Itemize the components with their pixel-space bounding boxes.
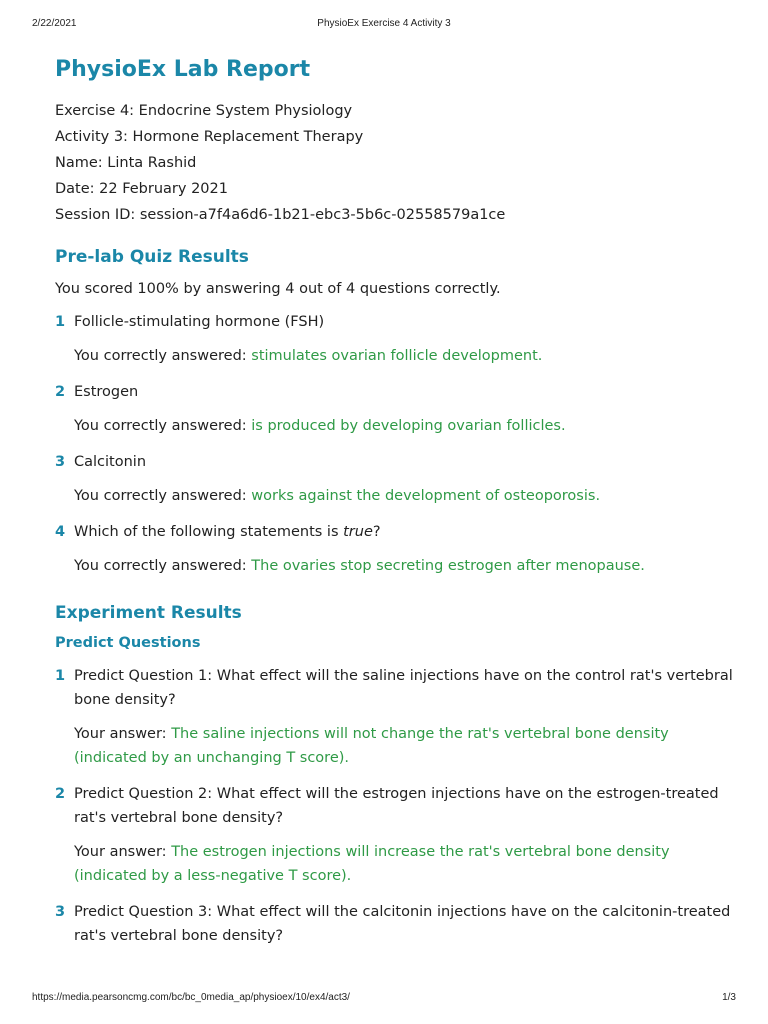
print-date: 2/22/2021 — [32, 18, 77, 29]
question-text: Calcitonin — [74, 454, 147, 470]
quiz-question — [55, 380, 735, 438]
answer-prefix: You correctly answered: — [74, 488, 252, 504]
answer-prefix: You correctly answered: — [74, 418, 252, 434]
question-text: Predict Question 2: What effect will the estrogen injections have on the estrogen-treated rat's vertebral bone density? — [74, 786, 719, 826]
print-url: https://media.pearsoncmg.com/bc/bc_0media_ap/physioex/10/ex4/act3/ — [32, 992, 350, 1003]
question-answer — [74, 484, 735, 508]
answer-prefix: Your answer: — [74, 844, 172, 860]
question-text-emphasis: true — [343, 524, 373, 540]
answer-prefix: Your answer: — [74, 726, 172, 742]
quiz-question — [55, 520, 735, 578]
question-number: 4 — [55, 524, 66, 540]
question-number: 2 — [55, 384, 66, 400]
activity-line: Activity 3: Hormone Replacement Therapy — [55, 129, 364, 145]
answer-prefix: You correctly answered: — [74, 558, 252, 574]
question-text-start: Which of the following statements is — [74, 524, 344, 540]
question-answer — [74, 554, 735, 578]
correct-answer: works against the development of osteoporosis. — [251, 488, 601, 504]
question-text: Predict Question 3: What effect will the calcitonin injections have on the calcitonin-treated rat's vertebral bone density? — [74, 904, 731, 944]
quiz-question — [55, 450, 735, 508]
question-answer — [74, 344, 735, 368]
print-footer — [32, 992, 736, 1006]
quiz-question — [55, 310, 735, 368]
question-number: 1 — [55, 314, 66, 330]
question-text-end: ? — [372, 524, 381, 540]
your-answer: The estrogen injections will increase the rat's vertebral bone density (indicated by a less-negative T score). — [74, 844, 670, 884]
page-number: 1/3 — [722, 992, 736, 1003]
report-meta — [55, 98, 735, 228]
question-number: 2 — [55, 786, 66, 802]
predict-question-list — [55, 664, 735, 948]
predict-subheading: Predict Questions — [55, 635, 201, 651]
correct-answer: stimulates ovarian follicle development. — [251, 348, 543, 364]
prelab-question-list — [55, 310, 735, 578]
question-answer — [74, 722, 735, 770]
predict-question — [55, 900, 735, 948]
print-header — [32, 18, 736, 32]
your-answer: The saline injections will not change the rat's vertebral bone density (indicated by an unchanging T score). — [74, 726, 669, 766]
question-answer — [74, 840, 735, 888]
answer-prefix: You correctly answered: — [74, 348, 252, 364]
correct-answer: is produced by developing ovarian follicles. — [251, 418, 566, 434]
exercise-line: Exercise 4: Endocrine System Physiology — [55, 103, 353, 119]
question-text: Follicle-stimulating hormone (FSH) — [74, 314, 325, 330]
experiment-heading: Experiment Results — [55, 603, 242, 623]
report-title: PhysioEx Lab Report — [55, 57, 311, 82]
student-name: Name: Linta Rashid — [55, 155, 197, 171]
prelab-heading: Pre-lab Quiz Results — [55, 247, 249, 267]
report-date: Date: 22 February 2021 — [55, 181, 228, 197]
prelab-score: You scored 100% by answering 4 out of 4 questions correctly. — [55, 281, 501, 297]
question-number: 3 — [55, 454, 66, 470]
question-answer — [74, 414, 735, 438]
print-title: PhysioEx Exercise 4 Activity 3 — [317, 18, 451, 29]
report-content — [55, 52, 735, 948]
correct-answer: The ovaries stop secreting estrogen after menopause. — [251, 558, 645, 574]
question-number: 1 — [55, 668, 66, 684]
question-number: 3 — [55, 904, 66, 920]
predict-question — [55, 664, 735, 770]
question-text: Predict Question 1: What effect will the saline injections have on the control rat's vertebral bone density? — [74, 668, 733, 708]
question-text: Estrogen — [74, 384, 139, 400]
session-id: Session ID: session-a7f4a6d6-1b21-ebc3-5b6c-02558579a1ce — [55, 207, 506, 223]
question-text — [74, 520, 735, 544]
predict-question — [55, 782, 735, 888]
